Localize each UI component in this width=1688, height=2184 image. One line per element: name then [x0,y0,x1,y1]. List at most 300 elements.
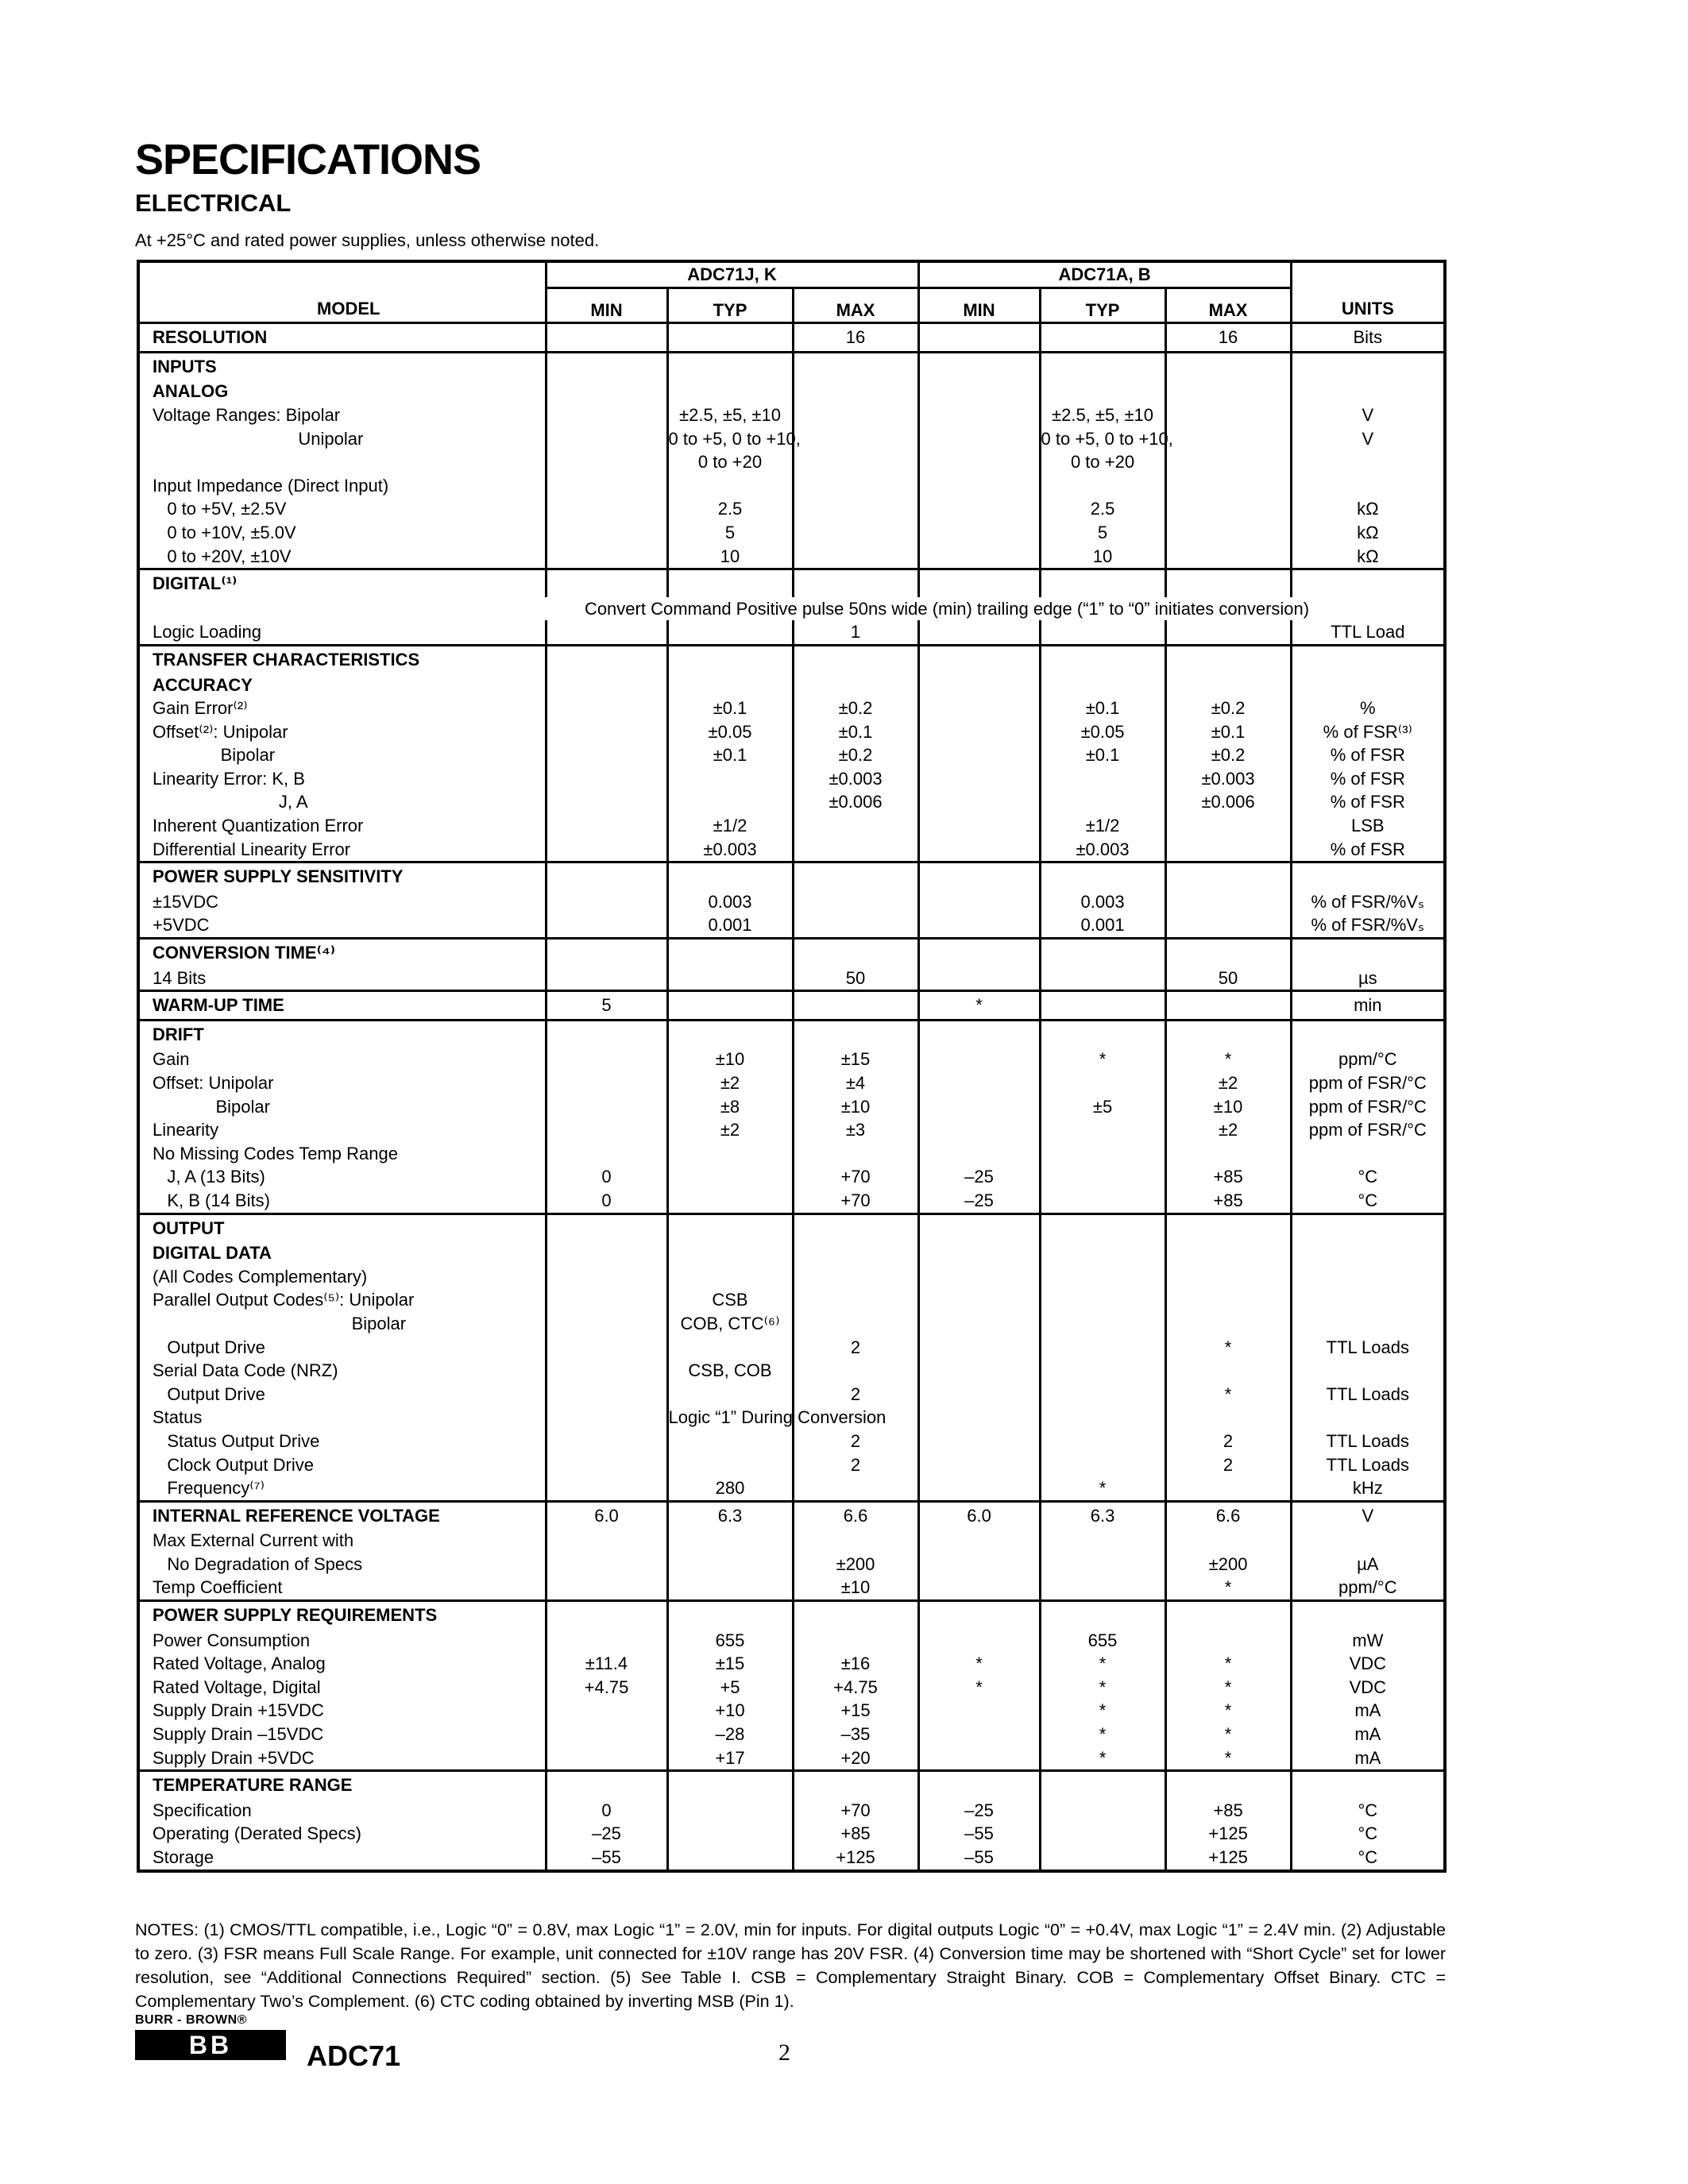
cell-units: mW [1291,1629,1445,1653]
cell-value [546,696,667,720]
cell-value: 6.0 [918,1501,1040,1529]
row-label: ACCURACY [153,674,253,695]
cell-value: ±2 [1165,1118,1291,1142]
col-min: MIN [918,287,1040,323]
cell-value: * [918,1676,1040,1700]
cell-value [546,890,667,914]
row-label: OUTPUT [138,1214,546,1241]
cell-value: +125 [1165,1846,1291,1871]
cell-value [667,1020,793,1048]
cell-value [1165,352,1291,380]
cell-value [546,814,667,838]
cell-value: 6.6 [793,1501,918,1529]
table-row [138,1189,1445,1214]
cell-value: 280 [667,1476,793,1501]
cell-units: % of FSR [1291,790,1445,814]
burr-brown-logo [135,2013,286,2060]
row-label: Logic Loading [153,622,262,642]
cell-value [793,1771,918,1799]
cell-value [1165,427,1291,451]
cell-value [546,838,667,862]
row-label: DIGITAL⁽¹⁾ [138,569,546,597]
row-label: +5VDC [153,915,210,936]
cell-value [918,427,1040,451]
row-label [138,597,546,621]
table-row [138,545,1445,569]
cell-units: kHz [1291,1476,1445,1501]
cell-units: % of FSR⁽³⁾ [1291,720,1445,744]
cell-units [1291,645,1445,673]
cell-value [793,380,918,403]
cell-value [793,1476,918,1501]
cell-units [1291,1142,1445,1166]
cell-value [1165,403,1291,427]
cell-value [1040,1799,1165,1823]
cell-value [1040,939,1165,967]
cell-value [918,1601,1040,1629]
cell-value [918,1453,1040,1477]
cell-value [918,450,1040,474]
cell-value [918,838,1040,862]
cell-value [1040,1430,1165,1453]
row-label [138,450,546,474]
cell-value: * [1040,1676,1165,1700]
table-row [138,1553,1445,1576]
cell-value: Logic “1” During Conversion [667,1406,793,1430]
cell-value [918,1629,1040,1653]
row-label: Gain [153,1049,190,1070]
cell-value: 0 [546,1165,667,1189]
row-label: POWER SUPPLY SENSITIVITY [138,862,546,890]
cell-value [1040,1312,1165,1336]
cell-value [1040,380,1165,403]
cell-units: V [1291,1501,1445,1529]
cell-value [918,814,1040,838]
cell-value: ±0.1 [1040,696,1165,720]
cell-value [793,427,918,451]
cell-value: 10 [667,545,793,569]
cell-value [667,1189,793,1214]
cell-value: 0 to +20 [667,450,793,474]
cell-value: ±0.05 [667,720,793,744]
cell-value: ±200 [1165,1553,1291,1576]
cell-value [918,569,1040,597]
cell-value [1040,645,1165,673]
cell-value [667,620,793,645]
table-row [138,1359,1445,1383]
column-header-row [138,287,1445,323]
cell-value [1040,1771,1165,1799]
cell-value [546,1406,667,1430]
cell-value: 50 [793,967,918,991]
cell-value: ±0.2 [1165,696,1291,720]
cell-units [1291,1771,1445,1799]
cell-value [667,1265,793,1289]
cell-value [546,620,667,645]
cell-value [918,380,1040,403]
cell-value [1040,1576,1165,1600]
cell-value: ±200 [793,1553,918,1576]
cell-units [1291,380,1445,403]
cell-value [918,620,1040,645]
cell-value [667,991,793,1021]
row-label: Supply Drain +15VDC [153,1700,324,1721]
cell-value [918,1265,1040,1289]
cell-value [793,1529,918,1553]
cell-units: °C [1291,1846,1445,1871]
cell-value: +4.75 [546,1676,667,1700]
cell-value: 10 [1040,545,1165,569]
cell-value [918,1095,1040,1119]
cell-value: +20 [793,1746,918,1771]
row-label: 0 to +20V, ±10V [153,546,292,566]
row-label: Bipolar [153,1313,407,1333]
cell-value [1165,913,1291,938]
cell-value: 5 [1040,521,1165,545]
cell-value: ±0.1 [793,720,918,744]
cell-value: ±0.006 [1165,790,1291,814]
cell-value: 2 [793,1430,918,1453]
cell-units [1291,352,1445,380]
cell-value: ±0.1 [1165,720,1291,744]
cell-value: –55 [918,1846,1040,1871]
row-label: Frequency⁽⁷⁾ [153,1478,265,1499]
cell-value [667,1241,793,1265]
col-typ: TYP [667,287,793,323]
cell-value: ±0.1 [667,696,793,720]
cell-value: 2 [1165,1453,1291,1477]
cell-value: ±15 [667,1652,793,1676]
table-row [138,403,1445,427]
cell-value [793,939,918,967]
cell-value: 0.003 [1040,890,1165,914]
cell-value: ±1/2 [1040,814,1165,838]
row-label: No Missing Codes Temp Range [153,1143,398,1163]
cell-value: +70 [793,1189,918,1214]
row-label: J, A [153,792,308,812]
cell-units: mA [1291,1746,1445,1771]
row-label: Power Consumption [153,1630,311,1650]
cell-value: ±10 [793,1576,918,1600]
cell-value [1165,645,1291,673]
cell-units [1291,569,1445,597]
cell-units: V [1291,427,1445,451]
cell-value: * [1165,1336,1291,1360]
cell-value [667,1430,793,1453]
table-row [138,597,1445,621]
cell-value [918,1699,1040,1723]
cell-units [1291,1241,1445,1265]
cell-value: +10 [667,1699,793,1723]
cell-value: ±10 [793,1095,918,1119]
cell-value [546,862,667,890]
footnotes: NOTES: (1) CMOS/TTL compatible, i.e., Logic “0” = 0.8V, max Logic “1” = 2.0V, min for inputs. For digital outputs Logic “0” = +0.4V, max Logic “1” = 2.4V min. (2) Adjustable to zero. (3) FSR means Full Scale Range. For example, unit connected for ±10V range has 20V FSR. (4) Conversion time may be shortened with “Short Cycle” set for lower resolution, see “Additional Connections Required” section. (5) See Table I. CSB = Complementary Straight Binary. COB = Complementary Offset Binary. CTC = Complementary Two’s Complement. (6) CTC coding obtained by inverting MSB (Pin 1). [135,1920,1446,2011]
cell-value: ±5 [1040,1095,1165,1119]
row-label: Voltage Ranges: Bipolar [153,404,341,425]
cell-value [918,1142,1040,1166]
cell-value: ±11.4 [546,1652,667,1676]
cell-value [793,1265,918,1289]
table-row [138,767,1445,791]
cell-value: ±0.05 [1040,720,1165,744]
cell-value: ±16 [793,1652,918,1676]
cell-value [546,1383,667,1406]
cell-value [1040,1453,1165,1477]
cell-value [918,696,1040,720]
cell-value: 655 [1040,1629,1165,1653]
cell-value: COB, CTC⁽⁶⁾ [667,1312,793,1336]
table-row [138,720,1445,744]
group-header-ab: ADC71A, B [918,261,1291,287]
cell-value: 6.0 [546,1501,667,1529]
cell-value [546,352,667,380]
cell-units: V [1291,403,1445,427]
cell-value [1165,862,1291,890]
cell-value: ±0.003 [1040,838,1165,862]
cell-value: 6.3 [1040,1501,1165,1529]
cell-value: 0.001 [667,913,793,938]
table-row [138,1288,1445,1312]
col-units: UNITS [1291,287,1445,323]
cell-value [667,1822,793,1846]
cell-value [546,1095,667,1119]
cell-value [546,474,667,498]
cell-value [546,939,667,967]
cell-value [546,720,667,744]
row-label: Storage [153,1847,214,1867]
cell-value [918,1020,1040,1048]
cell-units: % of FSR/%Vₛ [1291,890,1445,914]
cell-value: 2.5 [1040,497,1165,521]
row-label: (All Codes Complementary) [153,1266,368,1287]
cell-value [1165,890,1291,914]
cell-value: * [1040,1652,1165,1676]
row-label: RESOLUTION [138,323,546,353]
table-row [138,1142,1445,1166]
table-row [138,569,1445,597]
table-row [138,967,1445,991]
cell-value: 2 [793,1383,918,1406]
cell-value [918,1476,1040,1501]
cell-value [1040,1265,1165,1289]
cell-value [1040,352,1165,380]
cell-value: ±0.003 [793,767,918,791]
cell-value: * [1165,1723,1291,1746]
cell-value: CSB, COB [667,1359,793,1383]
cell-units: % of FSR [1291,743,1445,767]
cell-value [546,1020,667,1048]
cell-value: ±2 [667,1118,793,1142]
table-row [138,1430,1445,1453]
table-row [138,1071,1445,1095]
cell-value [793,569,918,597]
cell-units: TTL Load [1291,620,1445,645]
cell-value [1040,1118,1165,1142]
cell-value [918,323,1040,353]
cell-value [1165,521,1291,545]
cell-value [918,1048,1040,1071]
cell-value [1165,1265,1291,1289]
cell-value: ±15 [793,1048,918,1071]
cell-value [918,720,1040,744]
row-label: Differential Linearity Error [153,839,351,859]
cell-value [546,673,667,697]
cell-units [1291,474,1445,498]
table-row [138,1453,1445,1477]
cell-value [667,1383,793,1406]
cell-value [793,450,918,474]
cell-value: ±0.2 [793,696,918,720]
table-row [138,427,1445,451]
cell-units: ppm/°C [1291,1576,1445,1600]
cell-value [1165,380,1291,403]
cell-value [918,403,1040,427]
cell-value [1040,991,1165,1021]
row-label: Supply Drain –15VDC [153,1724,324,1745]
cell-units: % of FSR/%Vₛ [1291,913,1445,938]
cell-value: +5 [667,1676,793,1700]
cell-value: * [918,1652,1040,1676]
cell-value [667,323,793,353]
table-row [138,1652,1445,1676]
table-row [138,1629,1445,1653]
cell-value [918,862,1040,890]
row-label: DRIFT [138,1020,546,1048]
cell-value [667,1799,793,1823]
table-row [138,1020,1445,1048]
cell-value [1165,1629,1291,1653]
cell-value [546,1118,667,1142]
table-row [138,814,1445,838]
row-label: 0 to +10V, ±5.0V [153,522,296,542]
cell-units: ppm/°C [1291,1048,1445,1071]
cell-units: TTL Loads [1291,1453,1445,1477]
cell-value [667,1553,793,1576]
cell-value [667,380,793,403]
cell-value: 0.001 [1040,913,1165,938]
cell-value [667,862,793,890]
cell-value [1165,1241,1291,1265]
cell-value [1040,474,1165,498]
cell-value: ±2 [1165,1071,1291,1095]
cell-value [546,1476,667,1501]
table-row [138,1601,1445,1629]
cell-value [918,1214,1040,1241]
cell-value [546,1336,667,1360]
cell-value [546,569,667,597]
cell-value [546,1430,667,1453]
cell-value [918,545,1040,569]
cell-value: 2.5 [667,497,793,521]
cell-value [1040,1383,1165,1406]
row-label: DIGITAL DATA [153,1243,272,1264]
cell-value [793,1214,918,1241]
table-row [138,1095,1445,1119]
cell-value [546,767,667,791]
cell-value: +85 [1165,1189,1291,1214]
cell-value [546,403,667,427]
cell-value [793,1629,918,1653]
cell-value [918,1771,1040,1799]
cell-value: +17 [667,1746,793,1771]
cell-units: mA [1291,1723,1445,1746]
col-typ: TYP [1040,287,1165,323]
table-row [138,1799,1445,1823]
cell-units: TTL Loads [1291,1383,1445,1406]
cell-value: +4.75 [793,1676,918,1700]
cell-value: 655 [667,1629,793,1653]
cell-value [546,1048,667,1071]
cell-value [1040,1214,1165,1241]
cell-value [546,790,667,814]
cell-value [1040,967,1165,991]
cell-units: ppm of FSR/°C [1291,1118,1445,1142]
cell-value: +70 [793,1799,918,1823]
cell-value [793,890,918,914]
cell-value [793,497,918,521]
table-row [138,1312,1445,1336]
cell-units: kΩ [1291,497,1445,521]
table-row [138,790,1445,814]
cell-value: 2 [793,1336,918,1360]
row-label: Temp Coefficient [153,1577,283,1598]
row-label: Unipolar [153,428,364,449]
cell-value [1165,620,1291,645]
cell-value [1165,939,1291,967]
cell-value: 0 [546,1189,667,1214]
cell-value [1040,862,1165,890]
cell-value [1040,1601,1165,1629]
table-row [138,939,1445,967]
cell-value: * [1040,1699,1165,1723]
cell-value: ±0.006 [793,790,918,814]
cell-value [918,1288,1040,1312]
row-label: Output Drive [153,1337,265,1357]
cell-value: 1 [793,620,918,645]
cell-value [546,1312,667,1336]
cell-units: °C [1291,1189,1445,1214]
cell-value [793,1359,918,1383]
cell-value [546,497,667,521]
row-label: Inherent Quantization Error [153,816,364,836]
cell-value: 50 [1165,967,1291,991]
cell-value [546,450,667,474]
cell-value: ±0.1 [1040,743,1165,767]
cell-value [546,1629,667,1653]
cell-units: TTL Loads [1291,1430,1445,1453]
cell-value: –55 [546,1846,667,1871]
cell-value: +125 [793,1846,918,1871]
cell-value [667,1771,793,1799]
row-label: Offset: Unipolar [153,1073,274,1093]
cell-value: +85 [1165,1799,1291,1823]
cell-value: 0 to +5, 0 to +10, [1040,427,1165,451]
cell-value [546,1265,667,1289]
table-row [138,696,1445,720]
cell-value [793,645,918,673]
cell-units: mA [1291,1699,1445,1723]
cell-value: 5 [667,521,793,545]
cell-value: 2 [1165,1430,1291,1453]
table-row [138,1476,1445,1501]
cell-units: Bits [1291,323,1445,353]
cell-value [667,569,793,597]
cell-value [918,497,1040,521]
cell-units: µA [1291,1553,1445,1576]
cell-value [1165,545,1291,569]
table-row [138,1336,1445,1360]
table-row [138,673,1445,697]
